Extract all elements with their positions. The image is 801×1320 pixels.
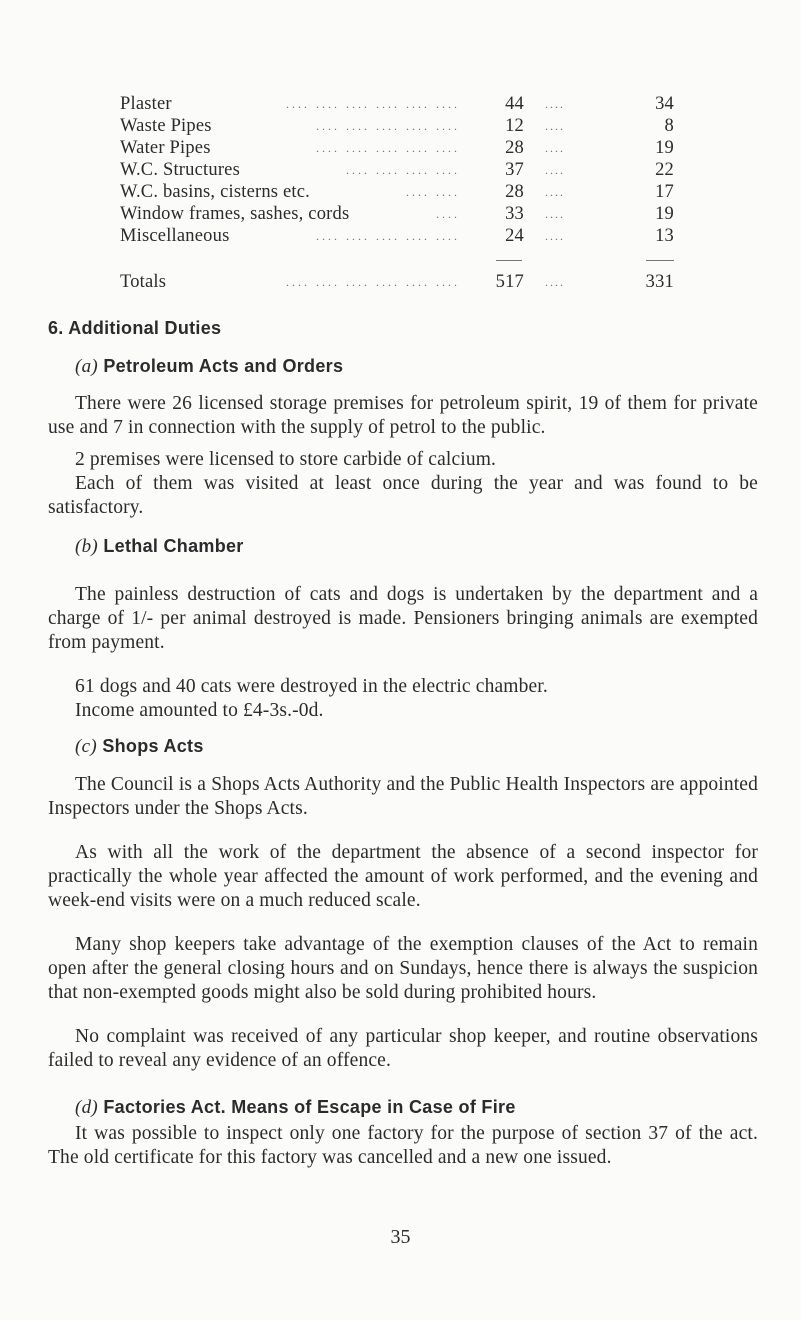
subsection-letter: (c) <box>75 736 97 757</box>
leader-dots: .... <box>545 97 565 111</box>
row-label: Window frames, sashes, cords <box>120 204 350 224</box>
totals-label: Totals <box>120 272 167 292</box>
subsection-d-body <box>48 1122 758 1170</box>
subsection-heading-a <box>75 356 343 378</box>
paragraph: 2 premises were licensed to store carbide of calcium. <box>75 449 497 470</box>
paragraph: Each of them was visited at least once during the year and was found to be satisfactory. <box>48 473 758 518</box>
col2-value: 19 <box>655 138 674 158</box>
leader-dots: .... .... .... .... .... .... <box>286 275 460 289</box>
subsection-title: Factories Act. Means of Escape in Case of Fire <box>103 1097 516 1117</box>
row-label: W.C. basins, cisterns etc. <box>120 182 311 202</box>
leader-dots: .... .... <box>406 185 460 199</box>
leader-dots: .... <box>545 141 565 155</box>
col1-value: 28 <box>505 138 524 158</box>
subsection-letter: (d) <box>75 1097 99 1118</box>
table-row <box>120 159 680 181</box>
paragraph: There were 26 licensed storage premises for petroleum spirit, 19 of them for private use and 7 in connection with the supply of petrol to the public. <box>48 393 758 438</box>
rule-line <box>646 260 674 261</box>
subsection-title: Lethal Chamber <box>103 536 244 556</box>
col2-value: 34 <box>655 94 674 114</box>
col2-value: 13 <box>655 226 674 246</box>
paragraph: No complaint was received of any particular shop keeper, and routine observations failed to reveal any evidence of an offence. <box>48 1026 758 1071</box>
paragraph: Many shop keepers take advantage of the exemption clauses of the Act to remain open after the general closing hours and on Sundays, hence there is always the suspicion that non-exempted goods might also be sold during prohibited hours. <box>48 934 758 1003</box>
paragraph: The Council is a Shops Acts Authority and the Public Health Inspectors are appointed Inspectors under the Shops Acts. <box>48 774 758 819</box>
total-rules <box>120 247 680 269</box>
leader-dots: .... .... .... .... .... .... <box>286 97 460 111</box>
col1-value: 12 <box>505 116 524 136</box>
subsection-heading-b <box>75 536 244 558</box>
table-row <box>120 225 680 247</box>
leader-dots: .... <box>436 207 460 221</box>
totals-row <box>120 271 680 293</box>
subsection-heading-d <box>75 1097 516 1119</box>
totals-col1: 517 <box>495 272 524 292</box>
rule-line <box>496 260 522 261</box>
table-row <box>120 181 680 203</box>
col2-value: 19 <box>655 204 674 224</box>
paragraph: 61 dogs and 40 cats were destroyed in the electric chamber. <box>75 676 548 697</box>
totals-col2: 331 <box>645 272 674 292</box>
table-row <box>120 93 680 115</box>
subsection-heading-c <box>75 736 204 758</box>
section-heading: 6. Additional Duties <box>48 318 222 338</box>
paragraph: It was possible to inspect only one factory for the purpose of section 37 of the act. The old certificate for this factory was cancelled and a new one issued. <box>48 1123 758 1168</box>
row-label: Plaster <box>120 94 172 114</box>
col1-value: 33 <box>505 204 524 224</box>
table-row <box>120 137 680 159</box>
col1-value: 28 <box>505 182 524 202</box>
paragraph: As with all the work of the department the absence of a second inspector for practically the whole year affected the amount of work performed, and the evening and week-end visits were on a much reduced scale. <box>48 842 758 911</box>
leader-dots: .... .... .... .... .... <box>316 141 460 155</box>
subsection-letter: (b) <box>75 536 99 557</box>
table-row <box>120 203 680 225</box>
leader-dots: .... .... .... .... .... <box>316 229 460 243</box>
row-label: Miscellaneous <box>120 226 230 246</box>
subsection-letter: (a) <box>75 356 99 377</box>
row-label: W.C. Structures <box>120 160 240 180</box>
paragraph: The painless destruction of cats and dogs is undertaken by the department and a charge of 1/- per animal destroyed is made. Pensioners bringing animals are exempted from payment. <box>48 584 758 653</box>
col1-value: 37 <box>505 160 524 180</box>
subsection-c-body <box>48 773 758 1073</box>
leader-dots: .... <box>545 229 565 243</box>
leader-dots: .... <box>545 185 565 199</box>
leader-dots: .... <box>545 275 565 289</box>
col2-value: 22 <box>655 160 674 180</box>
subsection-a-body <box>48 392 758 520</box>
leader-dots: .... <box>545 163 565 177</box>
leader-dots: .... <box>545 207 565 221</box>
leader-dots: .... .... .... .... .... <box>316 119 460 133</box>
page-number: 35 <box>390 1226 411 1248</box>
row-label: Waste Pipes <box>120 116 212 136</box>
defects-table <box>120 93 680 293</box>
leader-dots: .... <box>545 119 565 133</box>
row-label: Water Pipes <box>120 138 211 158</box>
subsection-b-body <box>48 583 758 723</box>
leader-dots: .... .... .... .... <box>346 163 460 177</box>
col2-value: 8 <box>664 116 674 136</box>
subsection-title: Petroleum Acts and Orders <box>103 356 344 376</box>
paragraph: Income amounted to £4-3s.-0d. <box>75 700 324 721</box>
col1-value: 44 <box>505 94 524 114</box>
col1-value: 24 <box>505 226 524 246</box>
table-row <box>120 115 680 137</box>
subsection-title: Shops Acts <box>102 736 204 756</box>
col2-value: 17 <box>655 182 674 202</box>
